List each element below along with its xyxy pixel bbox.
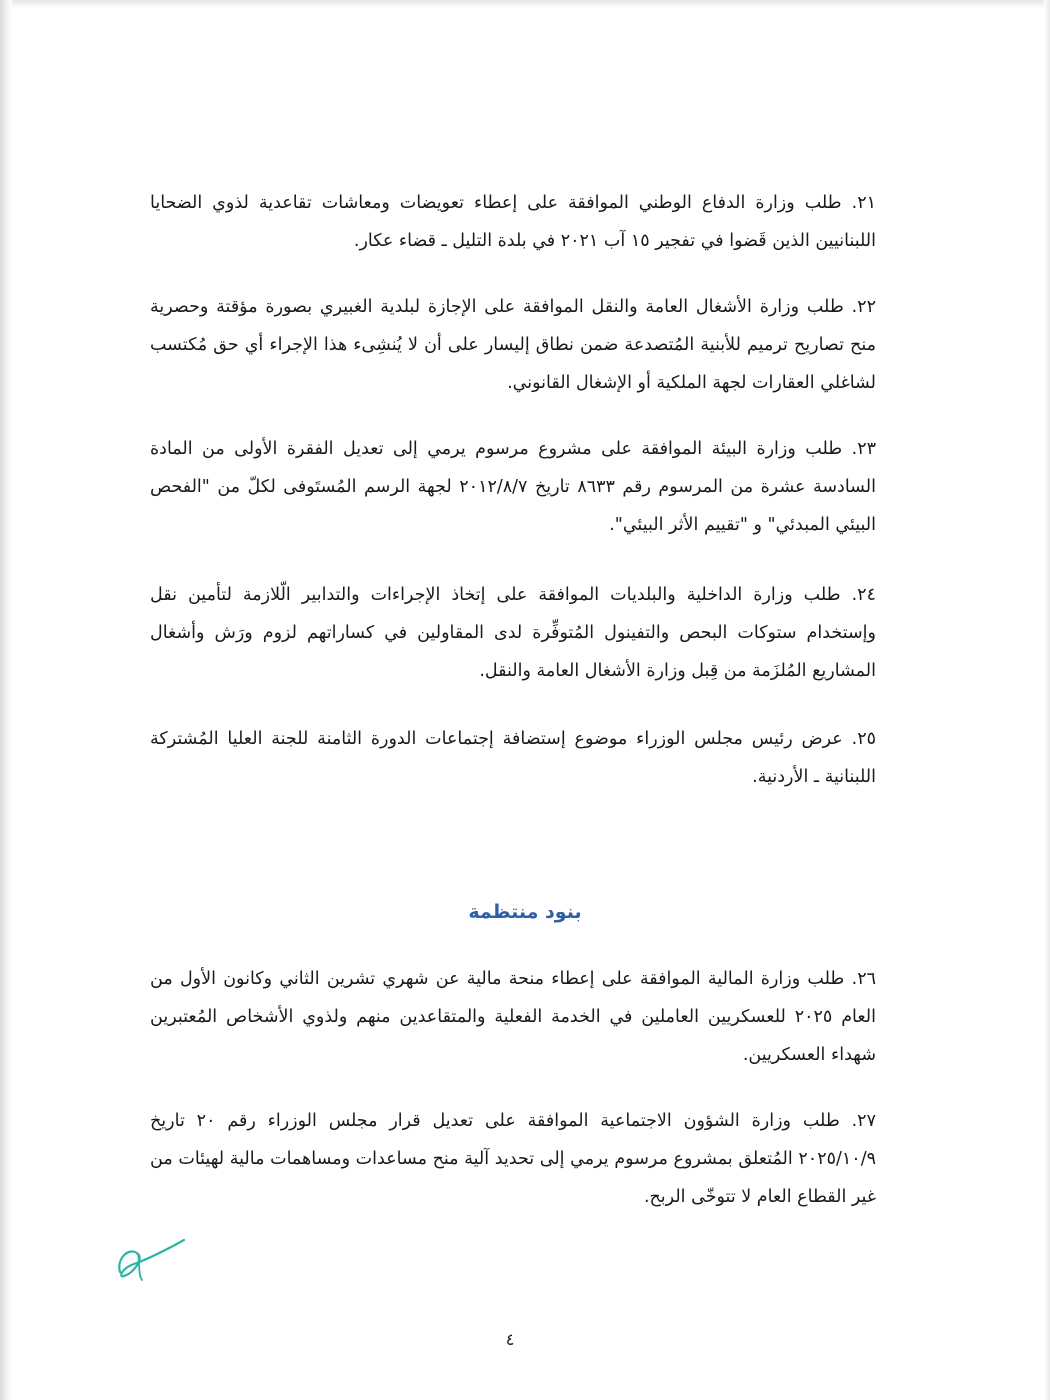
item-text: طلب وزارة الدفاع الوطني الموافقة على إعطاء تعويضات ومعاشات تقاعدية لذوي الضحايا اللبنانيين الذين قَضوا في تفجير ١٥ آب ٢٠٢١ في بلدة التليل ـ قضاء عكار. — [150, 193, 876, 251]
item-number: ٢١. — [851, 193, 876, 213]
page-number: ٤ — [505, 1330, 515, 1349]
agenda-item-23 — [150, 430, 876, 544]
scan-edge-right — [1044, 0, 1050, 1400]
scan-edge-left — [0, 0, 12, 1400]
item-text: طلب وزارة المالية الموافقة على إعطاء منحة مالية عن شهري تشرين الثاني وكانون الأول من العام ٢٠٢٥ للعسكريين العاملين في الخدمة الفعلية والمتقاعدين منهم ولذوي الأشخاص المُعتبرين شهداء العسكريين. — [150, 969, 876, 1065]
item-number: ٢٧. — [851, 1111, 876, 1131]
item-number: ٢٥. — [851, 729, 876, 749]
item-number: ٢٢. — [851, 297, 876, 317]
agenda-item-25 — [150, 720, 876, 796]
item-number: ٢٦. — [851, 969, 876, 989]
agenda-item-24 — [150, 576, 876, 690]
item-text: طلب وزارة البيئة الموافقة على مشروع مرسوم يرمي إلى تعديل الفقرة الأولى من المادة السادسة عشرة من المرسوم رقم ٨٦٣٣ تاريخ ٢٠١٢/٨/٧ لجهة الرسم المُستَوفى لكلّ من "الفحص البيئي المبدئي" و "تقييم الأثر البيئي". — [150, 439, 876, 535]
agenda-item-27 — [150, 1102, 876, 1216]
item-text: طلب وزارة الشؤون الاجتماعية الموافقة على تعديل قرار مجلس الوزراء رقم ٢٠ تاريخ ٢٠٢٥/١٠/٩ المُتعلق بمشروع مرسوم يرمي إلى تحديد آلية منح مساعدات ومساهمات مالية لهيئات من غير القطاع العام لا تتوخّى الربح. — [150, 1111, 876, 1207]
agenda-item-26 — [150, 960, 876, 1074]
agenda-item-22 — [150, 288, 876, 402]
item-text: طلب وزارة الداخلية والبلديات الموافقة على إتخاذ الإجراءات والتدابير الّلازمة لتأمين نقل وإستخدام ستوكات البحص والتفينول المُتوفِّرة لدى المقاولين في كساراتهم لزوم ورَش وأشغال المشاريع المُلزَمة من قِبل وزارة الأشغال العامة والنقل. — [150, 585, 876, 681]
item-text: طلب وزارة الأشغال العامة والنقل الموافقة على الإجازة لبلدية الغبيري بصورة مؤقتة وحصرية منح تصاريح ترميم للأبنية المُتصدعة ضمن نطاق إليسار على أن لا يُنشِىء هذا الإجراء أي حق مُكتسب لشاغلي العقارات لجهة الملكية أو الإشغال القانوني. — [150, 297, 876, 393]
section-title: بنود منتظمة — [468, 901, 582, 923]
item-number: ٢٤. — [851, 585, 876, 605]
scan-edge-top — [0, 0, 1050, 8]
item-number: ٢٣. — [851, 439, 876, 459]
agenda-item-21 — [150, 184, 876, 260]
item-text: عرض رئيس مجلس الوزراء موضوع إستضافة إجتماعات الدورة الثامنة للجنة العليا المُشتركة اللبنانية ـ الأردنية. — [150, 729, 876, 787]
handwritten-initial-signature — [108, 1228, 198, 1288]
